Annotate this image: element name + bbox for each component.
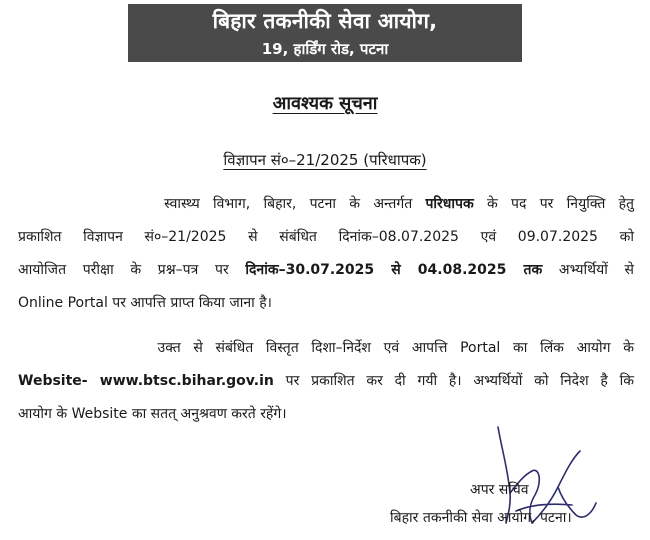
advertisement-number: विज्ञापन सं०–21/2025 (परिधापक) [223,151,427,169]
paragraph-text: पर प्रकाशित कर दी गयी है। अभ्यर्थियों को निदेश है कि [273,373,634,389]
paragraph-line: प्रकाशित विज्ञापन सं०–21/2025 से संबंधित दिनांक–08.07.2025 एवं 09.07.2025 को [18,229,634,245]
notice-paragraph-2 [18,332,634,431]
paragraph-line [18,332,634,365]
paragraph-text: स्वास्थ्य विभाग, बिहार, पटना के अन्तर्गत [164,196,426,212]
paragraph-text: उक्त से संबंधित विस्तृत दिशा–निर्देश एवं आपत्ति Portal का लिंक आयोग के [157,340,634,356]
signatory-office: बिहार तकनीकी सेवा आयोग, पटना। [390,510,572,526]
paragraph-text: आयोजित परीक्षा के प्रश्न–पत्र पर [18,262,246,278]
paragraph-line [18,365,634,398]
paragraph-line: Online Portal पर आपत्ति प्राप्त किया जाना है। [18,295,272,311]
paragraph-text: के पद पर नियुक्ति हेतु [473,196,634,212]
paragraph-text: अभ्यर्थियों से [542,262,634,278]
paragraph-line: आयोग के Website का सतत् अनुश्रवण करते रहेंगे। [18,406,287,422]
organization-address: 19, हार्डिंग रोड, पटना [261,40,389,58]
organization-name: बिहार तकनीकी सेवा आयोग, [212,9,438,33]
notice-heading: आवश्यक सूचना [272,93,378,114]
post-name: परिधापक [425,196,474,212]
paragraph-line [18,254,634,287]
signatory-designation: अपर सचिव [470,482,529,498]
paragraph-line [18,188,634,221]
notice-paragraph-1 [18,188,634,320]
website-link[interactable]: Website- www.btsc.bihar.gov.in [18,373,274,389]
header-banner [128,4,522,62]
objection-dates: दिनांक–30.07.2025 से 04.08.2025 तक [245,262,543,278]
